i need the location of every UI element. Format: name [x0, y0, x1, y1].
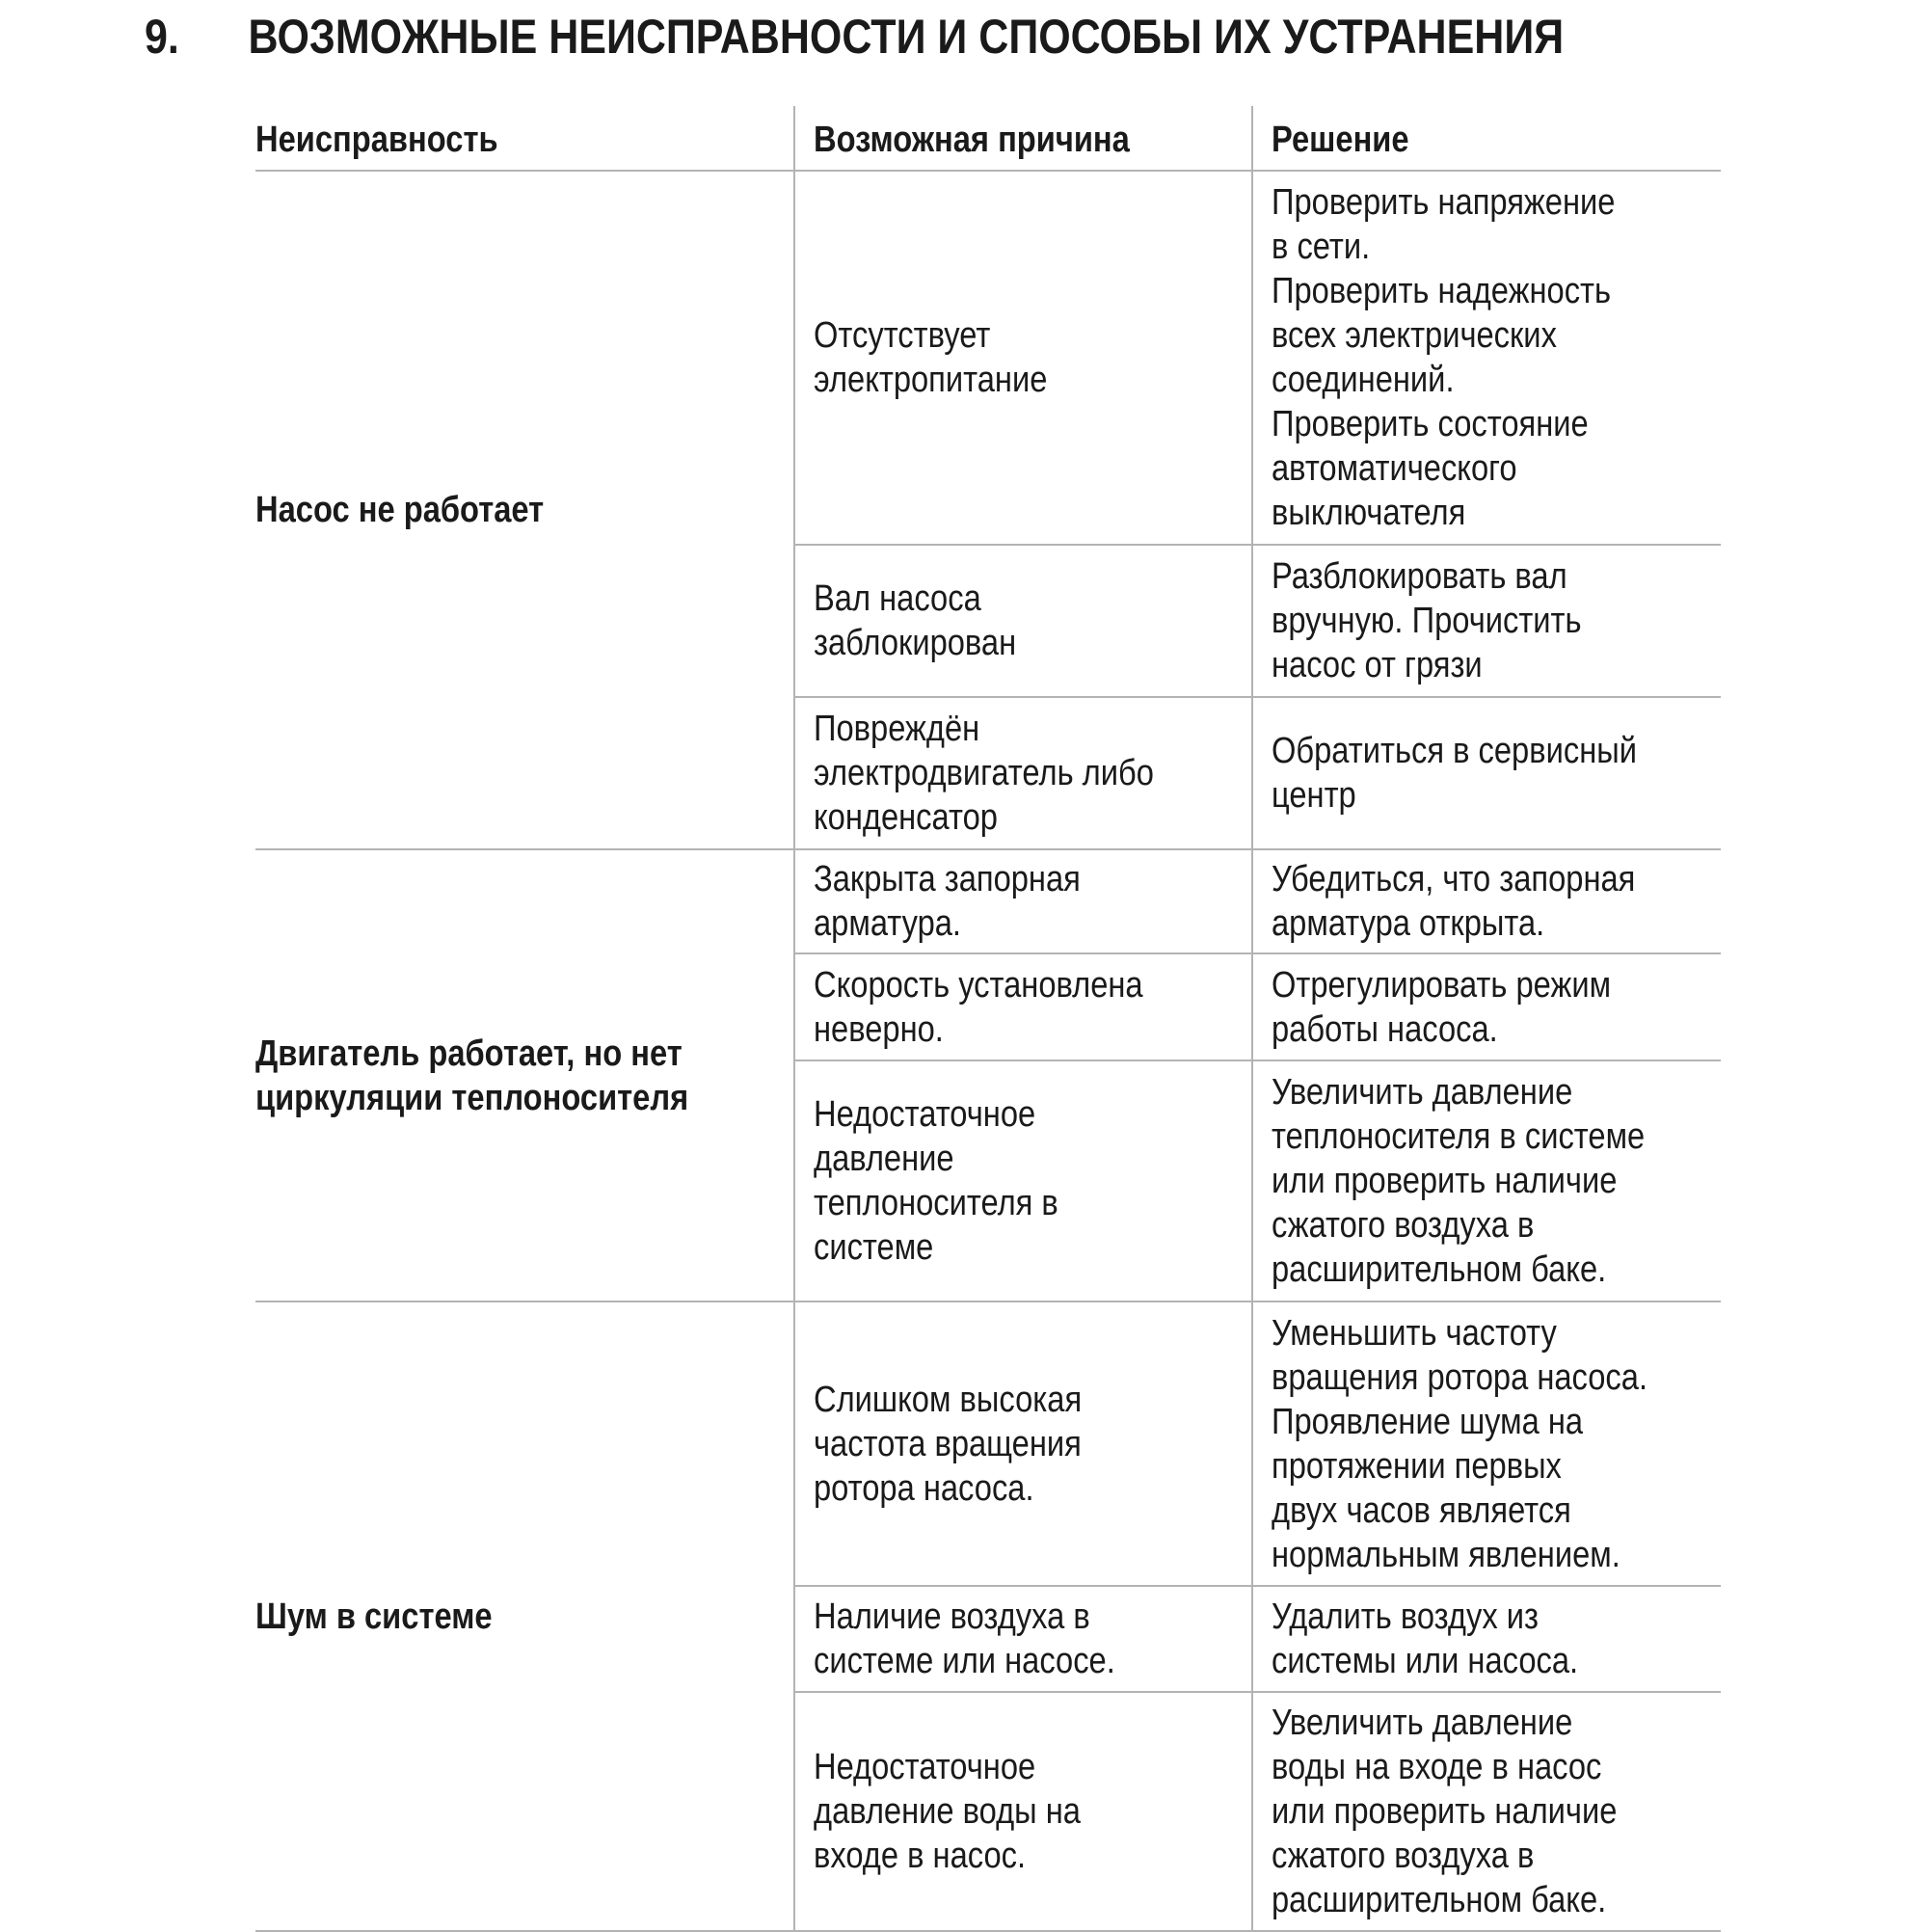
- fault-cell: Насос не работает: [255, 171, 794, 849]
- solution-cell: Разблокировать вал вручную. Прочистить насос от грязи: [1252, 545, 1721, 697]
- header-solution: Решение: [1252, 106, 1721, 171]
- solution-cell: Увеличить давление воды на входе в насос или проверить наличие сжатого воздуха в расширительном баке.: [1252, 1692, 1721, 1931]
- header-fault: Неисправность: [255, 106, 794, 171]
- header-cause: Возможная причина: [794, 106, 1252, 171]
- table-row: [255, 1301, 1721, 1586]
- table-row: [255, 849, 1721, 953]
- cause-cell: Отсутствует электропитание: [794, 171, 1252, 545]
- cause-cell: Повреждён электродвигатель либо конденсатор: [794, 697, 1252, 849]
- solution-cell: Обратиться в сервисный центр: [1252, 697, 1721, 849]
- solution-cell: Увеличить давление теплоносителя в системе или проверить наличие сжатого воздуха в расширительном баке.: [1252, 1060, 1721, 1301]
- fault-cell: Шум в системе: [255, 1301, 794, 1931]
- cause-cell: Недостаточное давление теплоносителя в системе: [794, 1060, 1252, 1301]
- solution-cell: Уменьшить частоту вращения ротора насоса. Проявление шума на протяжении первых двух часов является нормальным явлением.: [1252, 1301, 1721, 1586]
- table-row: [255, 171, 1721, 545]
- solution-cell: Убедиться, что запорная арматура открыта.: [1252, 849, 1721, 953]
- section-number: 9.: [145, 10, 179, 64]
- fault-cell: Двигатель работает, но нет циркуляции теплоносителя: [255, 849, 794, 1301]
- section-title: ВОЗМОЖНЫЕ НЕИСПРАВНОСТИ И СПОСОБЫ ИХ УСТРАНЕНИЯ: [248, 10, 1565, 64]
- solution-cell: Удалить воздух из системы или насоса.: [1252, 1586, 1721, 1692]
- solution-cell: Отрегулировать режим работы насоса.: [1252, 953, 1721, 1060]
- cause-cell: Наличие воздуха в системе или насосе.: [794, 1586, 1252, 1692]
- cause-cell: Слишком высокая частота вращения ротора насоса.: [794, 1301, 1252, 1586]
- table-header-row: [255, 106, 1721, 171]
- solution-cell: Проверить напряжение в сети. Проверить надежность всех электрических соединений. Проверить состояние автоматического выключателя: [1252, 171, 1721, 545]
- cause-cell: Закрыта запорная арматура.: [794, 849, 1252, 953]
- troubleshooting-table: [255, 106, 1721, 1932]
- section-heading: [145, 8, 1564, 66]
- cause-cell: Недостаточное давление воды на входе в насос.: [794, 1692, 1252, 1931]
- cause-cell: Вал насоса заблокирован: [794, 545, 1252, 697]
- cause-cell: Скорость установлена неверно.: [794, 953, 1252, 1060]
